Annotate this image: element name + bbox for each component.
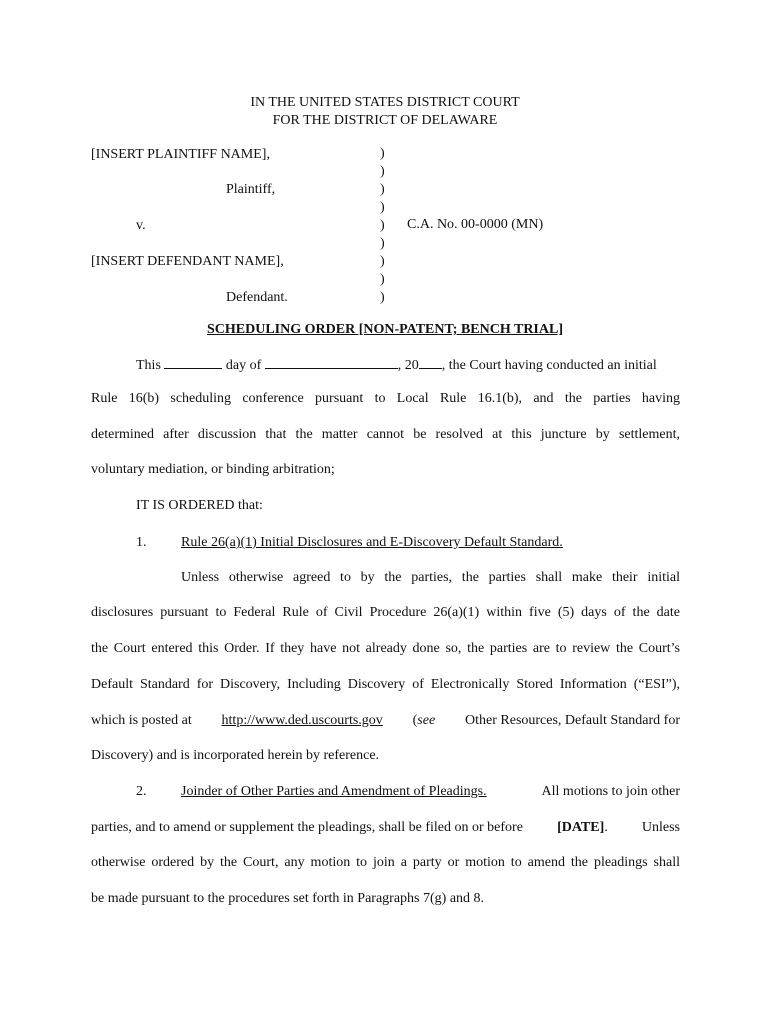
section-1-line-5-post: Other Resources, Default Standard for <box>465 713 680 728</box>
section-2-line-1 <box>181 784 680 800</box>
intro-line-2: Rule 16(b) scheduling conference pursuant to Local Rule 16.1(b), and the parties having <box>91 391 680 406</box>
section-2-line-2-pre: parties, and to amend or supplement the pleadings, shall be filed on or before <box>91 820 523 835</box>
caption-paren: ) <box>380 254 385 269</box>
section-1-line-4: Default Standard for Discovery, Including Discovery of Electronically Stored Information (“ESI”), <box>91 677 680 692</box>
section-1-line-5-pre: which is posted at <box>91 713 192 728</box>
year-blank <box>419 356 442 369</box>
section-1-see-group: (see <box>412 713 436 728</box>
section-2-line-1-rest: All motions to join other <box>541 784 680 799</box>
intro-year-prefix: , 20 <box>397 358 419 373</box>
section-2-line-4: be made pursuant to the procedures set forth in Paragraphs 7(g) and 8. <box>91 891 485 906</box>
section-1-line-3: the Court entered this Order. If they have not already done so, the parties are to review the Court’s <box>91 641 680 656</box>
caption-paren: ) <box>380 272 385 287</box>
date-placeholder: [DATE] <box>557 820 605 835</box>
intro-line-1-rest: , the Court having conducted an initial <box>441 358 657 373</box>
section-2-heading: Joinder of Other Parties and Amendment of Pleadings. <box>181 784 487 799</box>
section-2-line-3: otherwise ordered by the Court, any motion to join a party or motion to amend the pleadings shall <box>91 855 680 870</box>
court-name-line: IN THE UNITED STATES DISTRICT COURT <box>250 95 520 110</box>
plaintiff-role: Plaintiff, <box>226 182 276 197</box>
case-number: C.A. No. 00-0000 (MN) <box>407 217 544 232</box>
caption-paren-column <box>380 145 385 307</box>
intro-line-4: voluntary mediation, or binding arbitration; <box>91 462 335 477</box>
section-1-heading: Rule 26(a)(1) Initial Disclosures and E-Discovery Default Standard. <box>181 535 563 550</box>
court-district-line: FOR THE DISTRICT OF DELAWARE <box>272 113 498 128</box>
intro-day-of: day of <box>225 358 262 373</box>
section-1-number: 1. <box>136 535 147 550</box>
caption-paren: ) <box>380 218 385 233</box>
section-2-line-2 <box>91 820 680 836</box>
section-1-line-6: Discovery) and is incorporated herein by reference. <box>91 748 380 763</box>
section-1-line-1: Unless otherwise agreed to by the parties, the parties shall make their initial <box>181 570 680 585</box>
intro-this: This <box>136 358 161 373</box>
plaintiff-name: [INSERT PLAINTIFF NAME], <box>91 147 270 162</box>
section-2-date-group: [DATE]. <box>557 820 608 835</box>
month-blank <box>265 356 398 369</box>
section-1-line-5 <box>91 713 680 729</box>
caption-paren: ) <box>380 236 385 251</box>
day-blank <box>164 356 222 369</box>
defendant-name: [INSERT DEFENDANT NAME], <box>91 254 284 269</box>
caption-paren: ) <box>380 182 385 197</box>
caption-paren: ) <box>380 200 385 215</box>
caption-paren: ) <box>380 146 385 161</box>
intro-line-1 <box>136 356 657 374</box>
caption-paren: ) <box>380 290 385 305</box>
section-2-number: 2. <box>136 784 147 799</box>
order-title: SCHEDULING ORDER [NON-PATENT; BENCH TRIAL] <box>207 322 563 337</box>
section-2-line-2-post: Unless <box>641 820 680 835</box>
defendant-role: Defendant. <box>226 290 288 305</box>
caption-paren: ) <box>380 164 385 179</box>
intro-line-3: determined after discussion that the matter cannot be resolved at this juncture by settlement, <box>91 427 680 442</box>
see-signal: see <box>417 713 436 728</box>
section-1-line-2: disclosures pursuant to Federal Rule of Civil Procedure 26(a)(1) within five (5) days of the date <box>91 605 680 620</box>
ordered-line: IT IS ORDERED that: <box>136 498 263 513</box>
versus-label: v. <box>136 218 146 233</box>
default-standard-link[interactable]: http://www.ded.uscourts.gov <box>221 713 383 728</box>
